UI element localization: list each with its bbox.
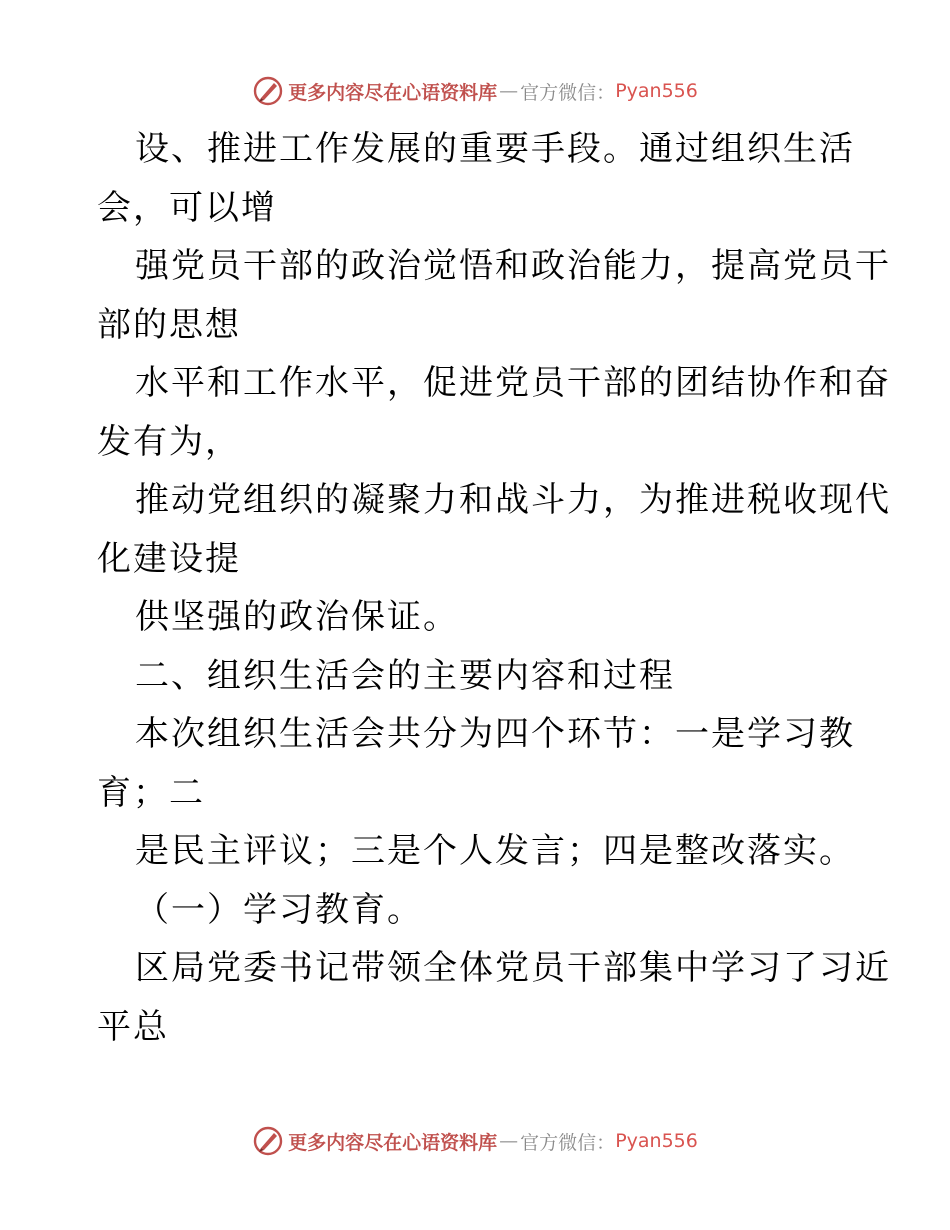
watermark-wechat-id: Pyan556 — [615, 1130, 698, 1152]
watermark-wechat-label: 官方微信： — [520, 1131, 616, 1154]
body-line: 推动党组织的凝聚力和战斗力，为推进税收现代 — [135, 480, 891, 520]
body-line: 化建设提 — [97, 538, 241, 579]
watermark-brand: 更多内容尽在心语资料库 — [288, 81, 498, 104]
body-line: 水平和工作水平，促进党员干部的团结协作和奋 — [135, 363, 891, 403]
watermark-brand: 更多内容尽在心语资料库 — [288, 1131, 498, 1154]
body-line: 区局党委书记带领全体党员干部集中学习了习近 — [135, 948, 891, 988]
body-line: 部的思想 — [97, 304, 241, 345]
quill-seal-icon — [252, 75, 284, 107]
watermark-wechat-label: 官方微信： — [520, 81, 616, 104]
footer-watermark — [0, 1121, 950, 1161]
body-line: 设、推进工作发展的重要手段。通过组织生活 — [135, 129, 855, 169]
watermark-dash: — — [499, 1130, 519, 1152]
document-body — [97, 120, 891, 1056]
body-line: 本次组织生活会共分为四个环节：一是学习教 — [135, 714, 855, 754]
section-heading: 二、组织生活会的主要内容和过程 — [135, 655, 675, 696]
body-line: 会，可以增 — [97, 187, 277, 228]
header-watermark — [0, 71, 950, 111]
body-line: 平总 — [97, 1006, 169, 1047]
body-line: 供坚强的政治保证。 — [135, 597, 459, 637]
body-line: 是民主评议；三是个人发言；四是整改落实。 — [135, 831, 855, 871]
body-line: 发有为， — [97, 421, 241, 462]
subsection-heading: （一）学习教育。 — [135, 889, 423, 930]
body-line: 强党员干部的政治觉悟和政治能力，提高党员干 — [135, 246, 891, 286]
body-line: 育；二 — [97, 772, 205, 813]
watermark-wechat-id: Pyan556 — [615, 80, 698, 102]
watermark-dash: — — [499, 80, 519, 102]
quill-seal-icon — [252, 1125, 284, 1157]
